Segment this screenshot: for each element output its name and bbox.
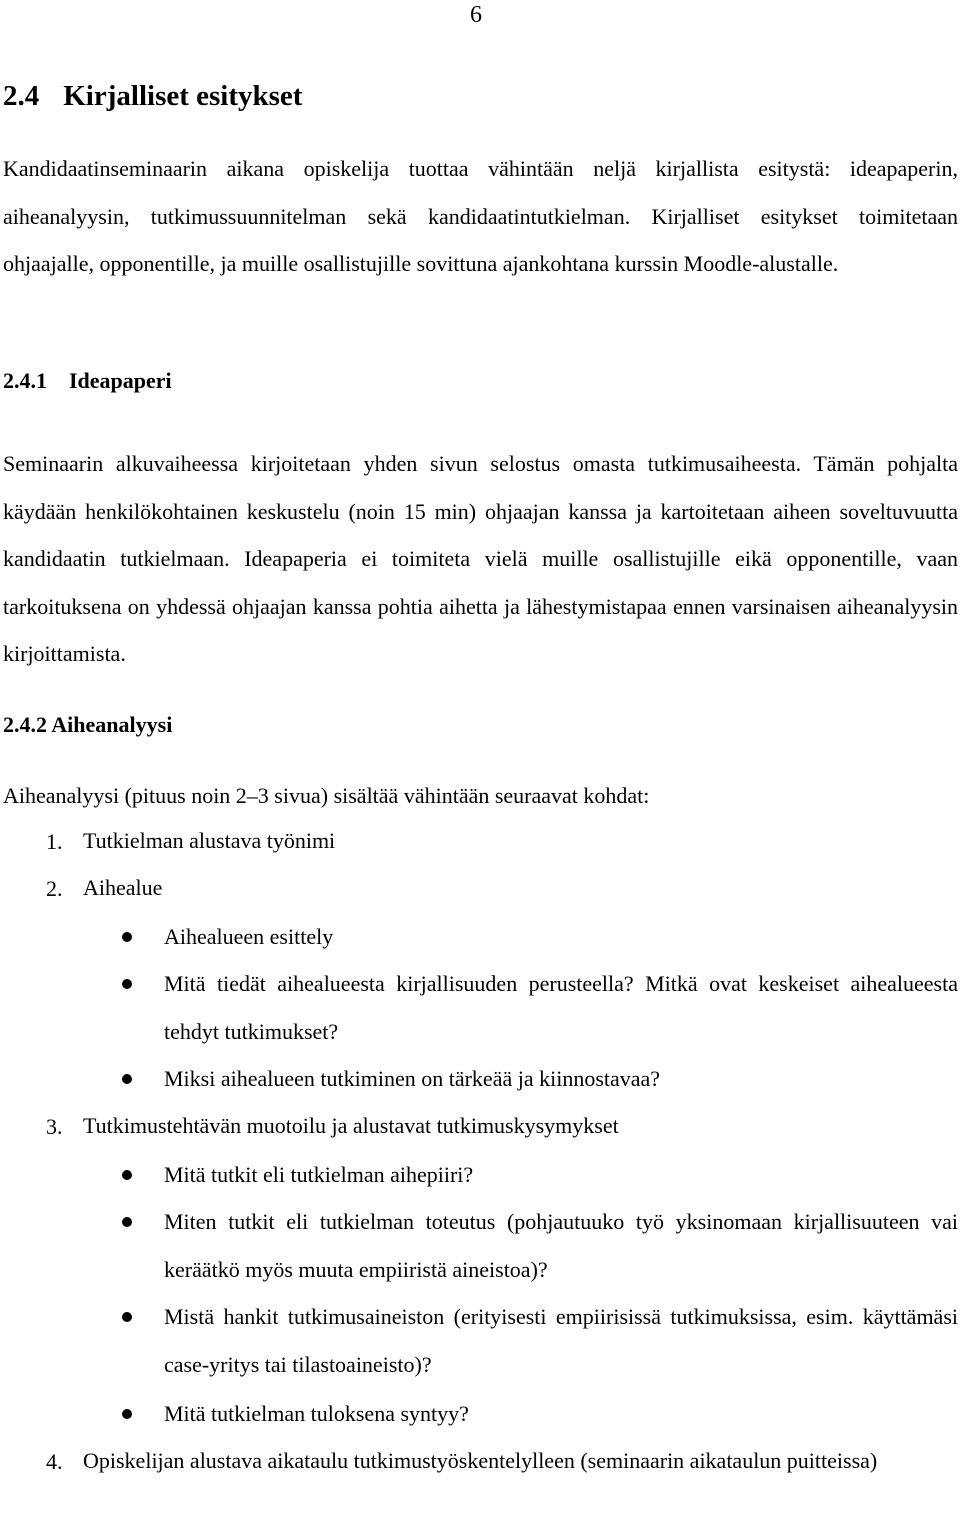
list-item-text: Aihealue — [83, 875, 163, 900]
section-title: Kirjalliset esitykset — [63, 80, 303, 112]
bullet-text: Mitä tutkit eli tutkielman aihepiiri? — [164, 1162, 474, 1187]
aiheanalyysi-lead: Aiheanalyysi (pituus noin 2–3 sivua) sisältää vähintään seuraavat kohdat: — [3, 783, 650, 808]
bullet-text: Mitä tutkielman tuloksena syntyy? — [164, 1401, 469, 1426]
list-item-text: Tutkimustehtävän muotoilu ja alustavat tutkimuskysymykset — [83, 1113, 619, 1138]
subsection-heading-aiheanalyysi: 2.4.2 Aiheanalyysi — [3, 712, 173, 737]
bullet-text: Mitä tiedät aihealueesta kirjallisuuden perusteella? Mitkä ovat keskeiset aihealueesta tehdyt tutkimukset? — [164, 971, 958, 1044]
list-item-number: 3. — [46, 1114, 63, 1139]
page-number: 6 — [470, 2, 482, 28]
section-heading — [3, 80, 302, 113]
section-intro-paragraph: Kandidaatinseminaarin aikana opiskelija tuottaa vähintään neljä kirjallista esitystä: ideapaperin, aiheanalyysin, tutkimussuunnitelman sekä kandidaatintutkielman. Kirjalliset esitykset toimitetaan ohjaajalle, opponentille, ja muille osallistujille sovittuna ajankohtana kurssin Moodle-alustalle. — [3, 156, 958, 276]
list-item-number: 4. — [46, 1449, 63, 1474]
subsection-title: Ideapaperi — [69, 368, 172, 393]
bullet-icon — [122, 979, 132, 989]
bullet-text: Aihealueen esittely — [164, 924, 334, 949]
subsection-number: 2.4.1 — [3, 368, 47, 393]
bullet-icon — [122, 1312, 132, 1322]
bullet-text: Miksi aihealueen tutkiminen on tärkeää ja kiinnostavaa? — [164, 1066, 661, 1091]
bullet-icon — [122, 1409, 132, 1419]
list-item-text: Tutkielman alustava työnimi — [83, 828, 336, 853]
ideapaperi-paragraph: Seminaarin alkuvaiheessa kirjoitetaan yhden sivun selostus omasta tutkimusaiheesta. Tämän pohjalta käydään henkilökohtainen keskustelu (noin 15 min) ohjaajan kanssa ja kartoitetaan aiheen soveltuvuutta kandidaatin tutkielmaan. Ideapaperia ei toimiteta vielä muille osallistujille eikä opponentille, vaan tarkoituksena on yhdessä ohjaajan kanssa pohtia aihetta ja lähestymistapaa ennen varsinaisen aiheanalyysin kirjoittamista. — [3, 451, 958, 666]
bullet-text: Miten tutkit eli tutkielman toteutus (pohjautuuko työ yksinomaan kirjallisuuteen vai keräätkö myös muuta empiiristä aineistoa)? — [164, 1209, 958, 1282]
bullet-icon — [122, 1170, 132, 1180]
section-number: 2.4 — [3, 80, 40, 112]
list-item-number: 1. — [46, 829, 63, 854]
bullet-icon — [122, 1217, 132, 1227]
bullet-icon — [122, 1074, 132, 1084]
bullet-icon — [122, 932, 132, 942]
list-item-text: Opiskelijan alustava aikataulu tutkimustyöskentelylleen (seminaarin aikataulun puitteissa) — [83, 1448, 878, 1473]
list-item-number: 2. — [46, 876, 63, 901]
subsection-heading-ideapaperi — [3, 368, 172, 394]
bullet-text: Mistä hankit tutkimusaineiston (erityisesti empiirisissä tutkimuksissa, esim. käyttämäsi case-yritys tai tilastoaineisto)? — [164, 1304, 958, 1377]
